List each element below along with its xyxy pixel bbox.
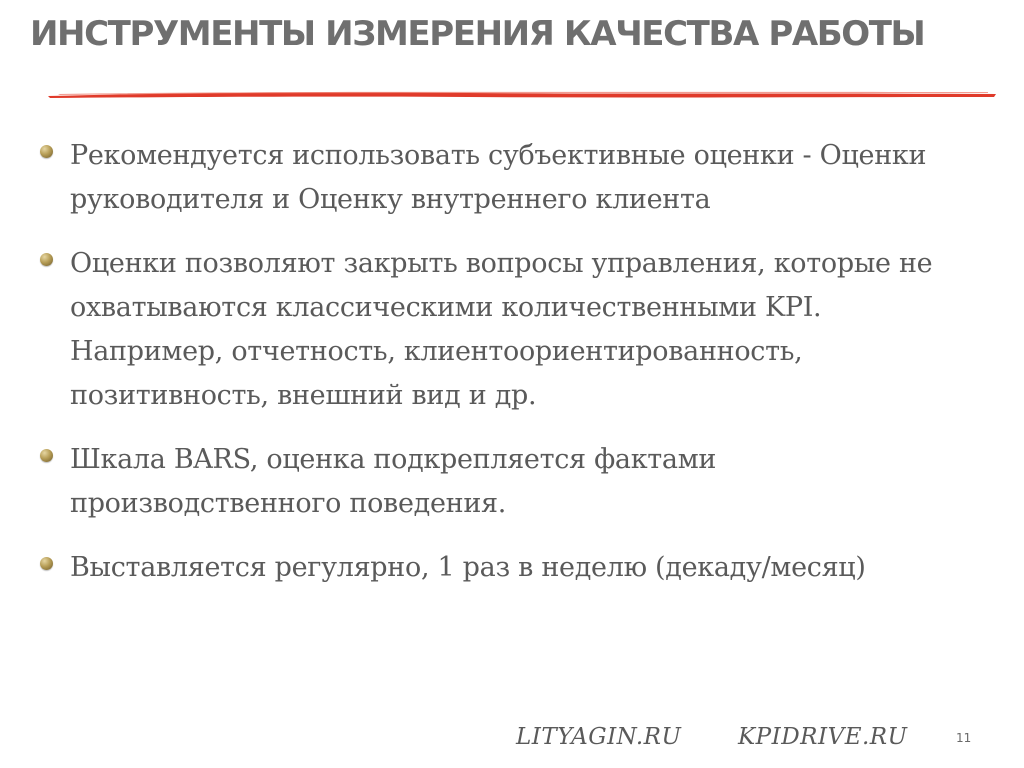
footer-link-kpidrive[interactable]: KPIDRIVE.RU xyxy=(738,724,908,750)
bullet-dot-icon xyxy=(40,253,53,266)
bullet-list xyxy=(36,134,966,610)
bullet-dot-icon xyxy=(40,557,53,570)
title-underline xyxy=(48,88,996,102)
bullet-dot-icon xyxy=(40,145,53,158)
footer-link-lityagin[interactable]: LITYAGIN.RU xyxy=(516,724,682,750)
bullet-item xyxy=(36,134,966,222)
page-number: 11 xyxy=(956,731,972,745)
bullet-dot-icon xyxy=(40,449,53,462)
bullet-text: Рекомендуется использовать субъективные оценки - Оценки руководителя и Оценку внутреннего клиента xyxy=(70,140,927,215)
bullet-text: Оценки позволяют закрыть вопросы управления, которые не охватываются классическими количественными KPI. Например, отчетность, клиентоориентированность, позитивность, внешний вид и др. xyxy=(70,248,933,411)
bullet-item xyxy=(36,438,966,526)
bullet-item xyxy=(36,242,966,418)
bullet-text: Выставляется регулярно, 1 раз в неделю (декаду/месяц) xyxy=(70,552,866,583)
bullet-text: Шкала BARS, оценка подкрепляется фактами производственного поведения. xyxy=(70,444,717,519)
slide-title: ИНСТРУМЕНТЫ ИЗМЕРЕНИЯ КАЧЕСТВА РАБОТЫ xyxy=(30,14,925,54)
bullet-item xyxy=(36,546,966,590)
